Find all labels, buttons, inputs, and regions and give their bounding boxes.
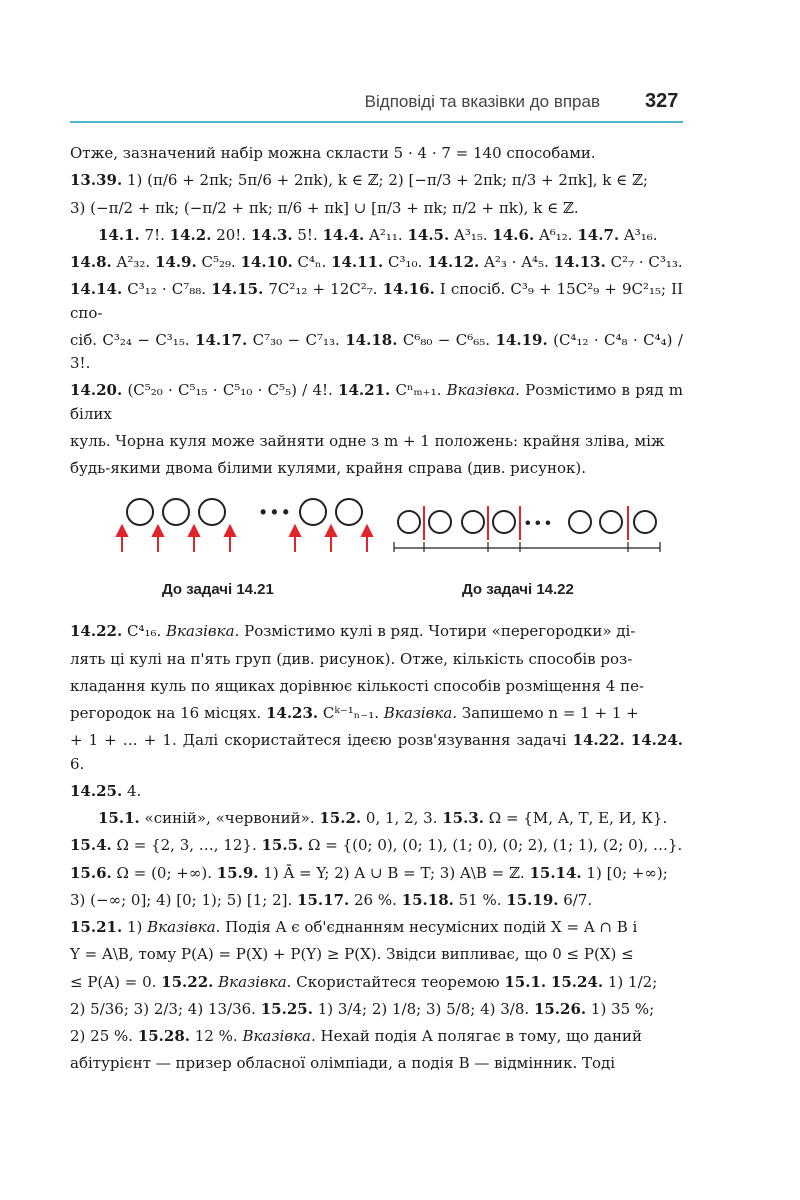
baseline	[394, 542, 660, 552]
text-line: Y = A\B, тому P(A) = P(X) + P(Y) ≥ P(X). Звідси випливає, що 0 ≤ P(X) ≤	[70, 945, 634, 964]
text-line: + 1 + … + 1. Далі скористайтеся ідеєю розв'язування задачі 14.22. 14.24. 6.	[70, 731, 683, 773]
ball	[569, 511, 591, 533]
text-line: 14.20. (C⁵₂₀ · C⁵₁₅ · C⁵₁₀ · C⁵₅) / 4!. 14.21. Cⁿₘ₊₁. Вказівка. Розмістимо в ряд m білих	[70, 381, 683, 423]
text-line: 3) (−∞; 0]; 4) [0; 1); 5) [1; 2]. 15.17. 26 %. 15.18. 51 %. 15.19. 6/7.	[70, 890, 593, 909]
text-line: 14.14. C³₁₂ · C⁷₈₈. 14.15. 7C²₁₂ + 12C²₇. 14.16. І спосіб. C³₉ + 15C²₉ + 9C²₁₅; ІІ спо-	[70, 280, 683, 322]
text-line: кладання куль по ящиках дорівнює кількості способів розміщення 4 пе-	[70, 676, 645, 695]
ellipsis: • • •	[260, 502, 289, 523]
text-line: 2) 5/36; 3) 2/3; 4) 13/36. 15.25. 1) 3/4; 2) 1/8; 3) 5/8; 4) 3/8. 15.26. 1) 35 %;	[70, 999, 655, 1018]
ball	[398, 511, 420, 533]
text-line: 3) (−π/2 + πk; (−π/2 + πk; π/6 + πk] ∪ [π/3 + πk; π/2 + πk), k ∈ ℤ.	[70, 198, 579, 217]
white-ball	[127, 499, 153, 525]
answers-text	[70, 142, 683, 1080]
text-line: будь-якими двома білими кулями, крайня справа (див. рисунок).	[70, 459, 587, 477]
position-arrows	[117, 526, 372, 552]
white-ball	[300, 499, 326, 525]
ball	[462, 511, 484, 533]
page-number: 327	[645, 90, 679, 112]
text-line: 15.4. Ω = {2, 3, …, 12}. 15.5. Ω = {(0; 0), (0; 1), (1; 0), (0; 2), (1; 1), (2; 0), …}.	[70, 836, 683, 855]
arrow-icon	[225, 526, 235, 552]
ball	[429, 511, 451, 533]
text-line: лять ці кулі на п'ять груп (див. рисунок). Отже, кількість способів роз-	[70, 649, 633, 668]
white-ball	[336, 499, 362, 525]
text-line: абітурієнт — призер обласної олімпіади, а подія B — відмінник. Тоді	[70, 1054, 616, 1073]
ball	[600, 511, 622, 533]
arrow-icon	[153, 526, 163, 552]
arrow-icon	[362, 526, 372, 552]
text-line: куль. Чорна куля може зайняти одне з m + 1 положень: крайня зліва, між	[70, 431, 665, 450]
ball	[493, 511, 515, 533]
text-line: 2) 25 %. 15.28. 12 %. Вказівка. Нехай подія A полягає в тому, що даний	[70, 1027, 643, 1045]
text-line: 15.1. «синій», «червоний». 15.2. 0, 1, 2, 3. 15.3. Ω = {М, А, Т, Е, И, К}.	[98, 809, 668, 827]
text-line: сіб. C³₂₄ − C³₁₅. 14.17. C⁷₃₀ − C⁷₁₃. 14.18. C⁶₈₀ − C⁶₆₅. 14.19. (C⁴₁₂ · C⁴₈ · C⁴₄) / 3!.	[70, 330, 683, 372]
text-line: Отже, зазначений набір можна скласти 5 · 4 · 7 = 140 способами.	[70, 144, 596, 162]
white-ball-group-right	[300, 499, 362, 525]
arrow-icon	[117, 526, 127, 552]
caption-14-21: До задачі 14.21	[162, 581, 274, 599]
arrow-icon	[189, 526, 199, 552]
text-line: 14.22. C⁴₁₆. Вказівка. Розмістимо кулі в ряд. Чотири «перегородки» ді-	[70, 622, 636, 641]
white-ball	[163, 499, 189, 525]
text-line: 14.8. A²₃₂. 14.9. C⁵₂₉. 14.10. C⁴ₙ. 14.11. C³₁₀. 14.12. A²₃ · A⁴₅. 14.13. C²₇ · C³₁₃.	[70, 253, 683, 271]
text-line: 15.21. 1) Вказівка. Подія A є об'єднанням несумісних подій X = A ∩ B і	[70, 918, 638, 936]
white-ball	[199, 499, 225, 525]
white-ball-group-left	[127, 499, 225, 525]
figure-14-22	[390, 492, 680, 572]
arrow-icon	[326, 526, 336, 552]
figure-14-21	[90, 492, 390, 572]
running-head: Відповіді та вказівки до вправ	[364, 92, 600, 111]
ellipsis: • • •	[525, 515, 551, 533]
header-rule	[70, 121, 683, 123]
text-line: 14.25. 4.	[70, 781, 142, 800]
caption-14-22: До задачі 14.22	[462, 581, 574, 599]
text-line: 14.1. 7!. 14.2. 20!. 14.3. 5!. 14.4. A²₁₁. 14.5. A³₁₅. 14.6. A⁶₁₂. 14.7. A³₁₆.	[98, 225, 658, 244]
arrow-icon	[290, 526, 300, 552]
text-line: 13.39. 1) (π/6 + 2πk; 5π/6 + 2πk), k ∈ ℤ; 2) [−π/3 + 2πk; π/3 + 2πk], k ∈ ℤ;	[70, 171, 648, 190]
figures	[70, 492, 683, 610]
ball	[634, 511, 656, 533]
text-line: 15.6. Ω = (0; +∞). 15.9. 1) Ā = Y; 2) A ∪ B = T; 3) A\B = ℤ. 15.14. 1) [0; +∞);	[70, 863, 668, 882]
text-line: ≤ P(A) = 0. 15.22. Вказівка. Скористайтеся теоремою 15.1. 15.24. 1) 1/2;	[70, 972, 658, 991]
text-line: регородок на 16 місцях. 14.23. Cᵏ⁻¹ₙ₋₁. Вказівка. Запишемо n = 1 + 1 +	[70, 704, 639, 722]
